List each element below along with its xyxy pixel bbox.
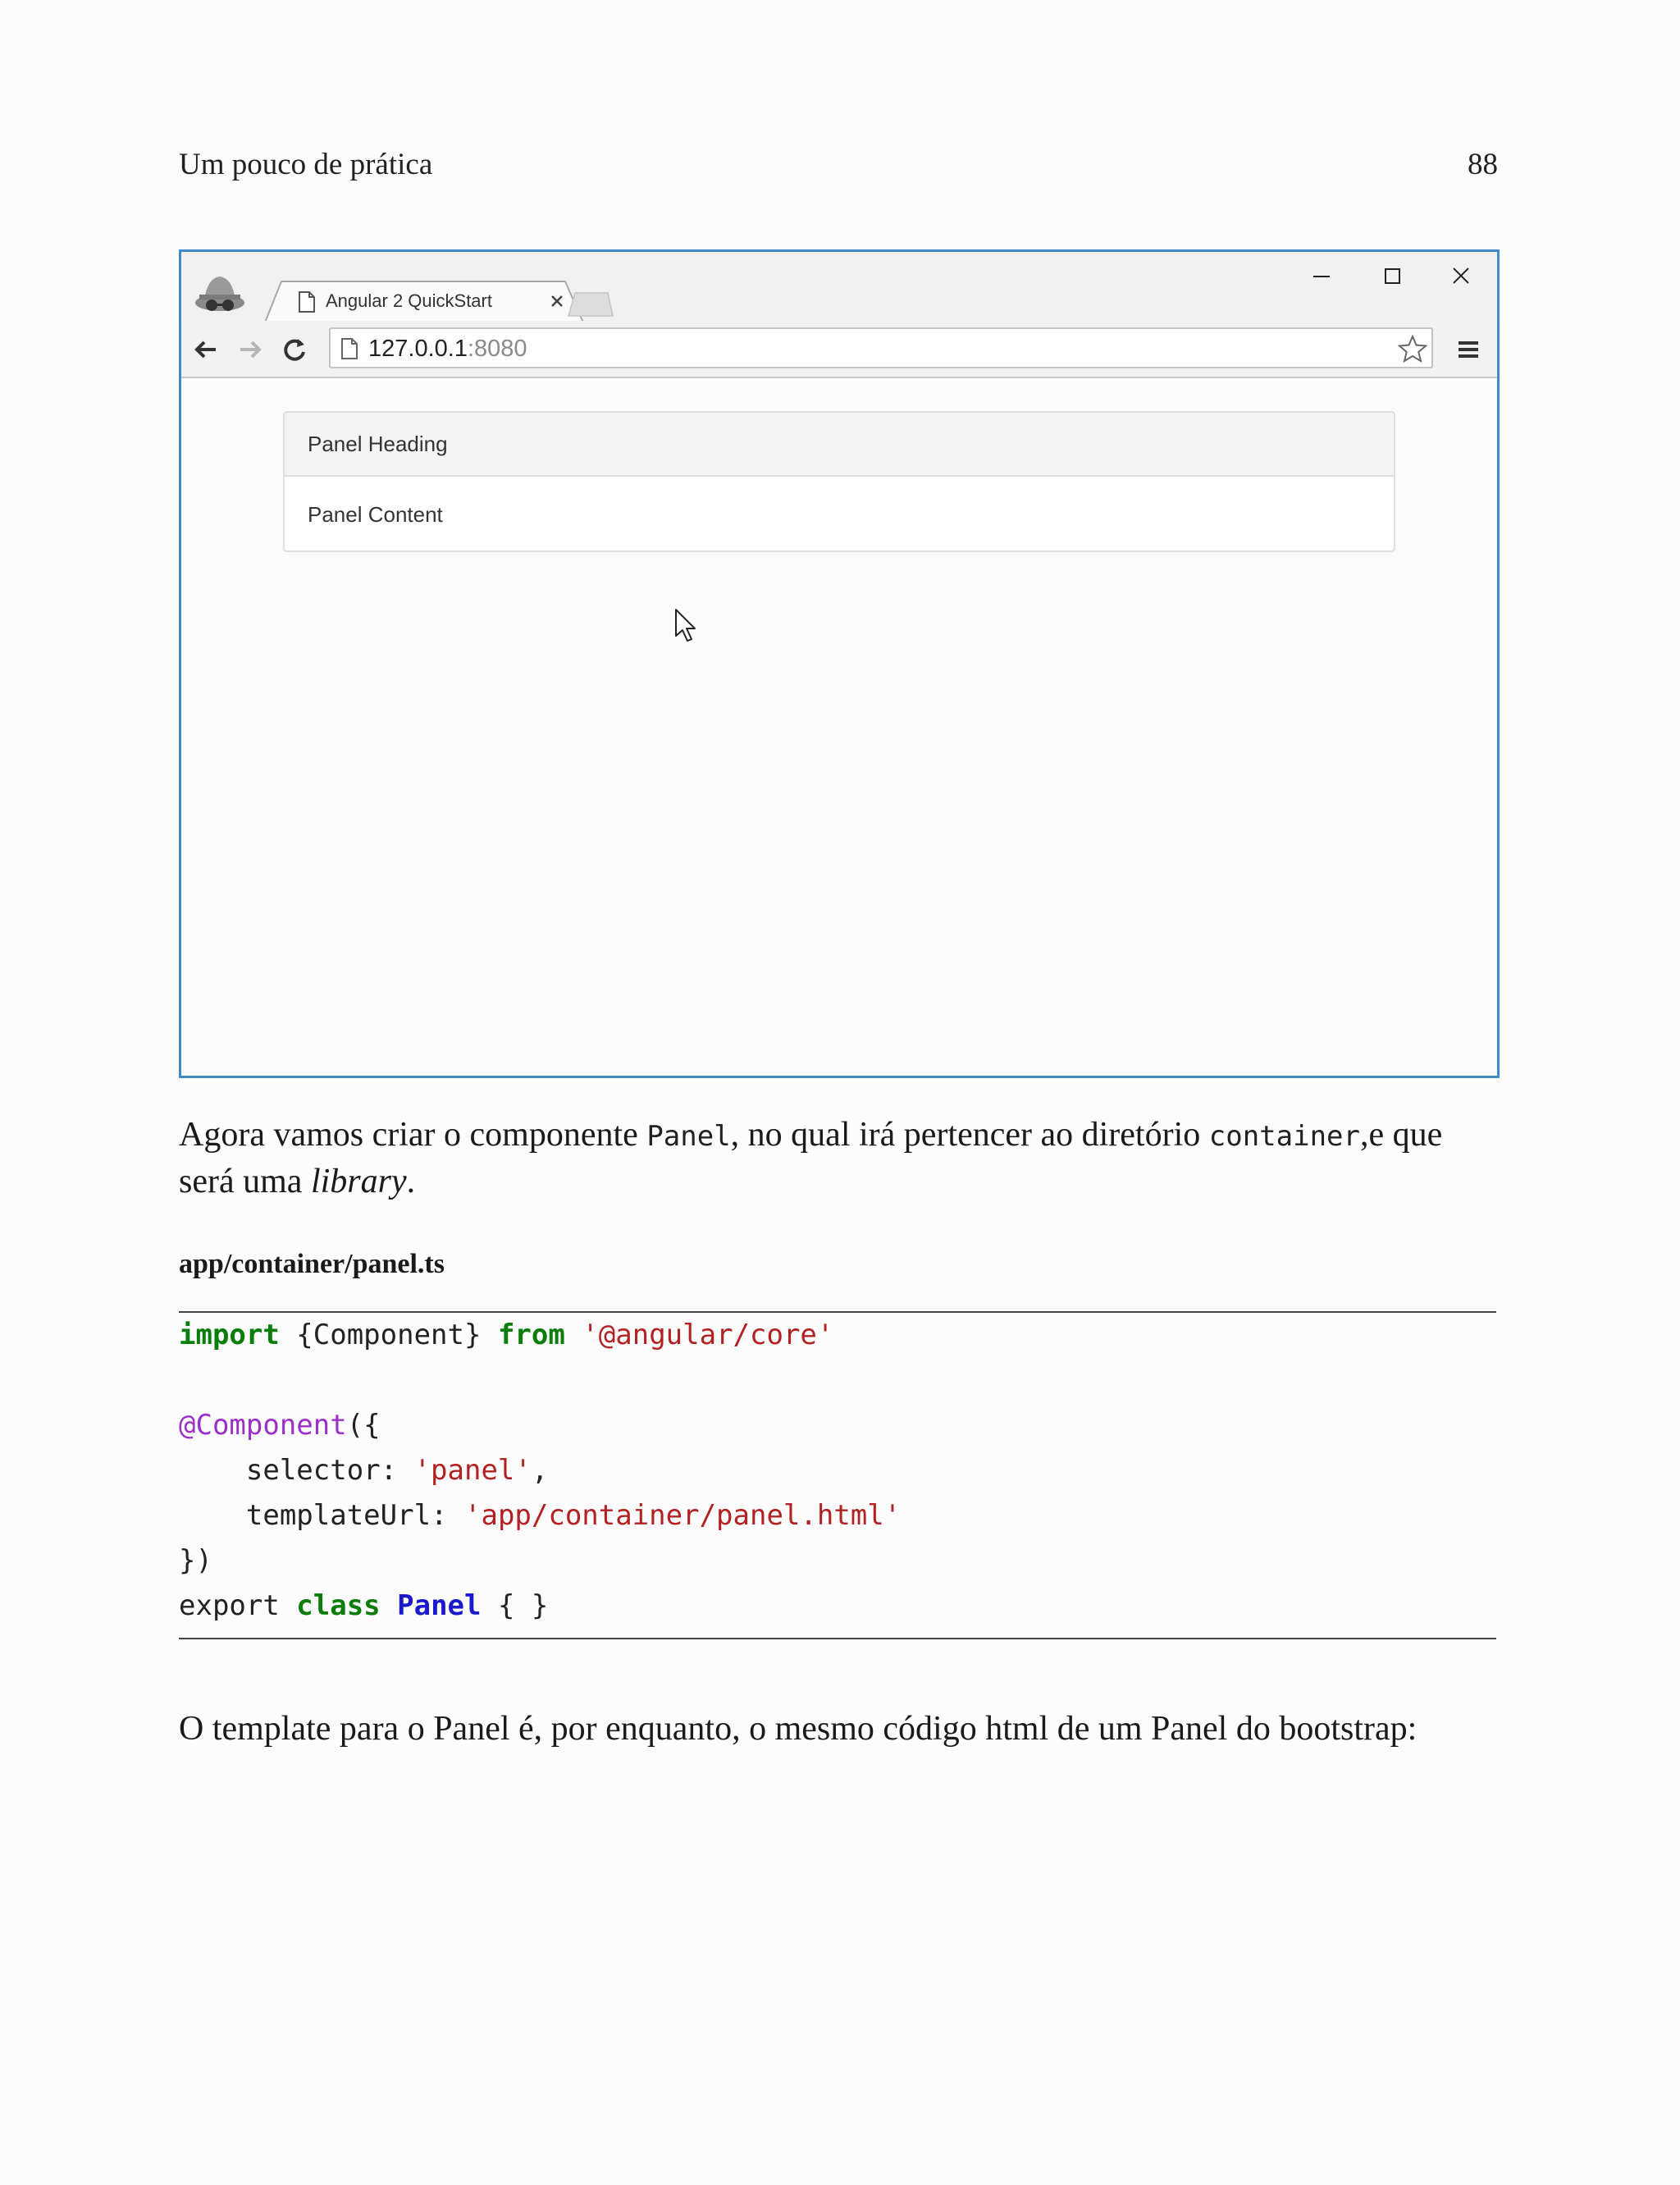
url-text — [368, 334, 527, 363]
panel-heading — [285, 413, 1394, 477]
tab-title: Angular 2 QuickStart — [326, 290, 492, 311]
cursor-icon — [673, 608, 698, 644]
code-line-5 — [179, 1493, 901, 1538]
paragraph-template-note: O template para o Panel é, por enquanto, o mesmo código html de um Panel do bootstrap: — [179, 1710, 1418, 1748]
listing-caption: app/container/panel.ts — [179, 1249, 445, 1279]
browser-screenshot — [179, 249, 1500, 1078]
reload-icon[interactable] — [280, 336, 309, 363]
keyword-class: class — [296, 1589, 381, 1622]
italic-library: library — [310, 1163, 407, 1200]
inline-code-panel: Panel — [646, 1120, 731, 1153]
minimize-icon[interactable] — [1297, 258, 1346, 295]
paragraph-text: Agora vamos criar o componente — [179, 1116, 647, 1154]
panel-heading-text: Panel Heading — [308, 432, 448, 456]
paragraph-line-2 — [179, 1159, 1501, 1204]
paragraph-text: será uma — [179, 1163, 311, 1200]
decorator: @Component — [179, 1409, 347, 1442]
keyword-from: from — [497, 1319, 565, 1351]
code-text: templateUrl: — [179, 1499, 464, 1532]
page-icon — [340, 338, 358, 359]
code-text: { } — [481, 1589, 549, 1622]
browser-toolbar — [181, 321, 1497, 378]
address-bar[interactable] — [329, 327, 1433, 368]
new-tab-button[interactable] — [567, 291, 614, 318]
code-listing — [179, 1311, 1496, 1639]
running-header — [179, 144, 1498, 194]
url-host: 127.0.0.1 — [368, 336, 468, 362]
url-port: :8080 — [467, 336, 527, 362]
paragraph-intro — [179, 1113, 1501, 1204]
maximize-icon[interactable] — [1367, 258, 1417, 295]
code-text: export — [179, 1589, 297, 1622]
panel-content-text: Panel Content — [308, 502, 443, 527]
chapter-title: Um pouco de prática — [179, 148, 433, 181]
string-literal: 'panel' — [413, 1454, 532, 1487]
tab-bar — [181, 252, 1497, 321]
keyword-import: import — [179, 1319, 280, 1351]
page-number: 88 — [1468, 148, 1498, 181]
class-name: Panel — [397, 1589, 482, 1622]
inline-code-container: container — [1208, 1120, 1360, 1153]
menu-icon[interactable] — [1456, 337, 1481, 362]
paragraph-text: ,e que — [1359, 1116, 1443, 1154]
paragraph-text: . — [406, 1163, 416, 1200]
forward-arrow-icon[interactable] — [235, 336, 265, 363]
page-viewport — [181, 378, 1497, 1076]
code-text — [565, 1319, 582, 1351]
string-literal: '@angular/core' — [582, 1319, 834, 1351]
code-text: selector: — [179, 1454, 414, 1487]
code-text: {Component} — [279, 1319, 498, 1351]
bootstrap-panel — [283, 411, 1395, 552]
code-text: }) — [179, 1544, 212, 1577]
code-line-4 — [179, 1448, 548, 1492]
code-line-3 — [179, 1403, 381, 1447]
tab-angular-quickstart[interactable] — [263, 280, 585, 322]
code-text: ({ — [346, 1409, 381, 1442]
incognito-icon — [191, 270, 249, 318]
paragraph-line-1 — [179, 1113, 1501, 1159]
code-line-1 — [179, 1313, 833, 1357]
window-close-icon[interactable] — [1436, 258, 1486, 295]
paragraph-text: , no qual irá pertencer ao diretório — [730, 1116, 1209, 1154]
back-arrow-icon[interactable] — [191, 336, 221, 363]
star-icon[interactable] — [1397, 334, 1428, 363]
code-text: , — [531, 1454, 549, 1487]
string-literal: 'app/container/panel.html' — [464, 1499, 902, 1532]
close-icon[interactable] — [547, 291, 567, 311]
code-line-6 — [179, 1538, 212, 1583]
page-icon — [298, 291, 316, 313]
code-line-7 — [179, 1584, 548, 1628]
code-text — [381, 1589, 397, 1622]
